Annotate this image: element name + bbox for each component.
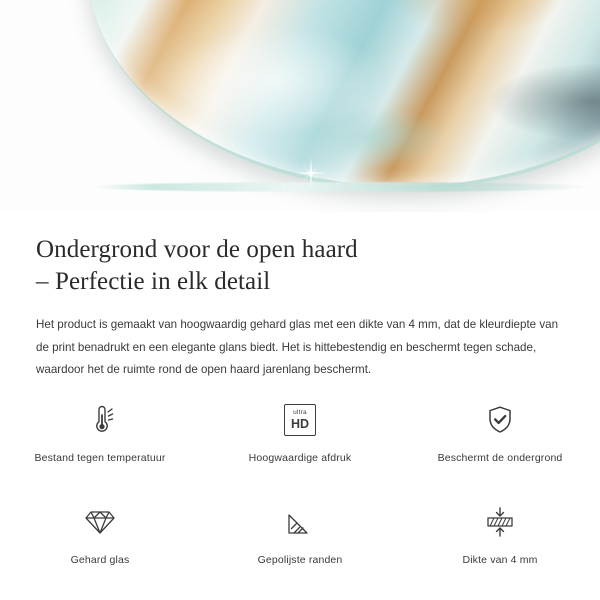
feature-label: Hoogwaardige afdruk [248,452,352,464]
thermometer-icon [77,398,123,442]
feature-item-print-quality [200,392,400,480]
feature-item-temperature [0,392,200,480]
feature-label: Bestand tegen temperatuur [34,452,166,464]
headline-line-1: Ondergrond voor de open haard [36,236,358,263]
ultra-hd-icon [277,398,323,442]
feature-label: Dikte van 4 mm [462,554,538,566]
feature-item-tempered-glass [0,494,200,582]
hero-image [0,0,600,212]
page-title [0,212,600,298]
feature-label: Gehard glas [70,554,130,566]
description-paragraph: Het product is gemaakt van hoogwaardig gehard glas met een dikte van 4 mm, dat de kleurdiepte van de print benadrukt en een elegante glans biedt. Het is hittebestendig en beschermt tegen schade, waardoor het de ruimte rond de open haard jarenlang beschermt. [36,318,559,377]
content-block [0,212,600,382]
round-glass-panel-image [88,0,600,190]
ultra-hd-bottom-label: HD [290,416,310,431]
feature-label: Beschermt de ondergrond [437,452,563,464]
feature-item-surface-protection [400,392,600,480]
headline-line-2: – Perfectie in elk detail [36,268,271,295]
thickness-arrows-icon [477,500,523,544]
glass-edge-highlight [92,182,592,192]
feature-item-thickness [400,494,600,582]
feature-item-polished-edges [200,494,400,582]
feature-grid [0,392,600,582]
shield-check-icon [477,398,523,442]
ultra-hd-top-label: ultra [293,409,307,416]
polished-edges-icon [277,500,323,544]
feature-label: Gepolijste randen [257,554,343,566]
diamond-icon [77,500,123,544]
